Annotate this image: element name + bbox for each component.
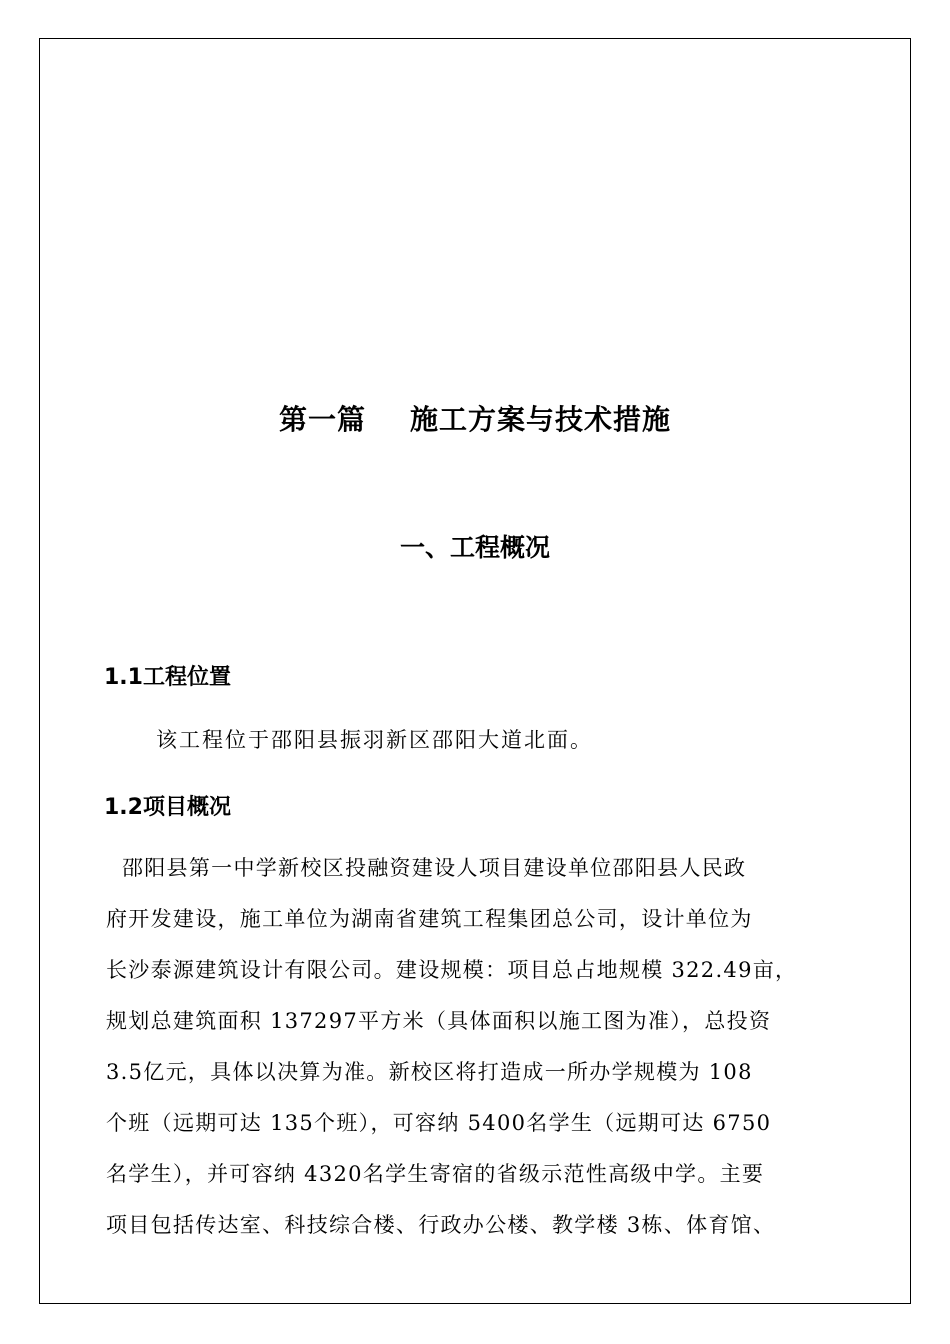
overview-line: 个班（远期可达 135个班），可容纳 5400名学生（远期可达 6750 [106, 1111, 772, 1135]
overview-line: 规划总建筑面积 137297平方米（具体面积以施工图为准），总投资 [106, 1009, 772, 1033]
chapter-title: 一、工程概况 [399, 533, 550, 562]
section-heading-location: 1.1工程位置 [104, 665, 231, 690]
overview-line: 长沙泰源建筑设计有限公司。建设规模：项目总占地规模 322.49亩， [106, 958, 798, 982]
part-title-prefix: 第一篇 [278, 403, 366, 436]
overview-line: 府开发建设，施工单位为湖南省建筑工程集团总公司，设计单位为 [106, 907, 753, 931]
part-title-main: 施工方案与技术措施 [410, 403, 672, 436]
overview-line: 邵阳县第一中学新校区投融资建设人项目建设单位邵阳县人民政 [106, 856, 747, 880]
overview-line: 项目包括传达室、科技综合楼、行政办公楼、教学楼 3栋、体育馆、 [106, 1213, 776, 1237]
overview-line: 名学生），并可容纳 4320名学生寄宿的省级示范性高级中学。主要 [106, 1162, 765, 1186]
location-paragraph: 该工程位于邵阳县振羽新区邵阳大道北面。 [156, 728, 593, 752]
overview-line: 3.5亿元，具体以决算为准。新校区将打造成一所办学规模为 108 [106, 1060, 753, 1084]
part-title [0, 398, 950, 438]
section-heading-overview: 1.2项目概况 [104, 795, 231, 820]
